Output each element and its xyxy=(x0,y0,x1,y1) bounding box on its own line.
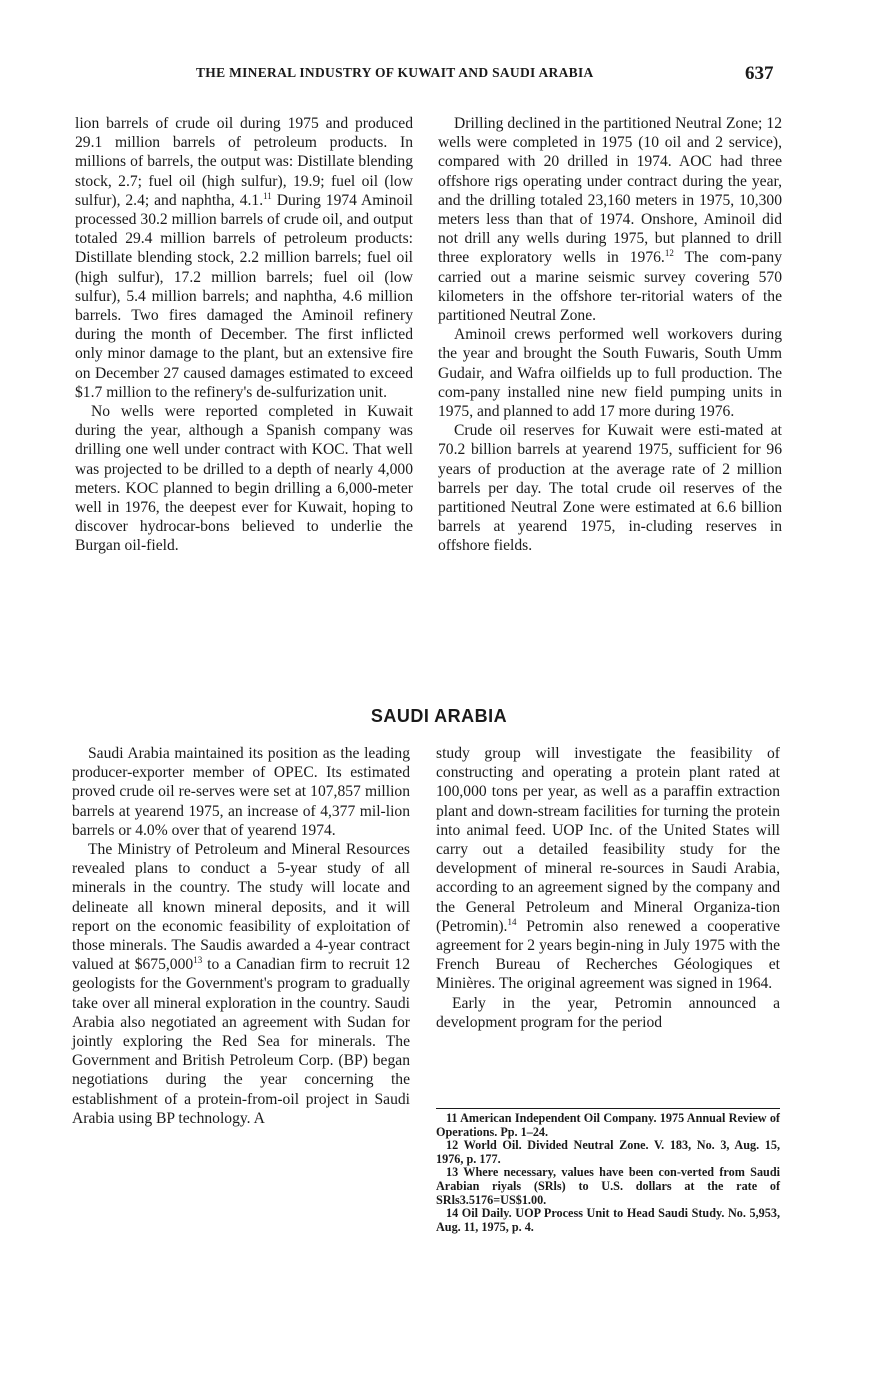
footnote-ref-14: 14 xyxy=(507,916,517,927)
paragraph-aminoil-workovers: Aminoil crews performed well workovers during the year and brought the South Fuwaris, South Umm Gudair, and Wafra oilfields up to full production. The com-pany installed nine new field pumping units in 1975, and planned to add 17 more during 1976. xyxy=(438,326,782,421)
footnote-11: 11 American Independent Oil Company. 1975 Annual Review of Operations. Pp. 1–24. xyxy=(436,1111,780,1139)
footnote-13: 13 Where necessary, values have been con-verted from Saudi Arabian riyals (SRls) to U.S. dollars at the rate of SRls3.5176=US$1.00. xyxy=(436,1165,780,1207)
page-number: 637 xyxy=(745,63,774,84)
paragraph-neutral-zone-drilling: Drilling declined in the partitioned Neutral Zone; 12 wells were completed in 1975 (10 oil and 2 service), compared with 20 drilled in 1974. AOC had three offshore rigs operating under contract during the year, and the drilling totaled 23,160 meters in 1975, 10,300 meters less than that of 1974. Onshore, Aminoil did not drill any wells during 1975, but planned to drill three exploratory wells in 1976.12 The com-pany carried out a marine seismic survey covering 570 kilometers in the offshore ter-ritorial waters of the partitioned Neutral Zone. xyxy=(438,115,782,325)
page-header xyxy=(0,63,878,89)
paragraph-kuwait-wells: No wells were reported completed in Kuwait during the year, although a Spanish company was drilling one well under contract with KOC. That well was projected to be drilled to a depth of nearly 4,000 meters. KOC planned to begin drilling a 6,000-meter well in 1976, the deepest ever for Kuwait, hoping to discover hydrocar-bons believed to underlie the Burgan oil-field. xyxy=(75,403,413,555)
paragraph-protein-plant: study group will investigate the feasibility of constructing and operating a protein plant rated at 100,000 tons per year, as well as a paraffin extraction plant and down-stream facilities for turning the protein into animal feed. UOP Inc. of the United States will carry out a detailed feasibility study for the development of mineral re-sources in Saudi Arabia, according to an agreement signed by the company and the General Petroleum and Mineral Organiza-tion (Petromin).$^{14}$ Petromin also renewed a cooperative agreement for 2 years begin-ning in July 1975 with the French Bureau of Recherches Géologiques et Minières. The original agreement was signed in 1964. xyxy=(436,745,780,993)
footnote-ref-12: 12 xyxy=(664,248,674,259)
paragraph-petromin-program: Early in the year, Petromin announced a development program for the period xyxy=(436,994,780,1031)
saudi-column-right xyxy=(436,744,780,1032)
footnotes xyxy=(436,1108,780,1234)
footnote-12: 12 World Oil. Divided Neutral Zone. V. 183, No. 3, Aug. 15, 1976, p. 177. xyxy=(436,1138,780,1166)
saudi-column-left xyxy=(72,744,410,1128)
footnote-14: 14 Oil Daily. UOP Process Unit to Head Saudi Study. No. 5,953, Aug. 11, 1975, p. 4. xyxy=(436,1206,780,1234)
paragraph-kuwait-reserves: Crude oil reserves for Kuwait were esti-mated at 70.2 billion barrels at yearend 1975, sufficient for 96 years of production at the average rate of 2 million barrels per day. The total crude oil reserves of the partitioned Neutral Zone were estimated at 6.6 billion barrels at yearend 1975, in-cluding reserves in offshore fields. xyxy=(438,422,782,555)
paragraph-saudi-opec: Saudi Arabia maintained its position as the leading producer-exporter member of OPEC. Its estimated proved crude oil re-serves were set at 107,857 million barrels at yearend 1975, an increase of 4,377 mil-lion barrels or 4.0% over that of yearend 1974. xyxy=(72,745,410,839)
paragraph-ministry-study: The Ministry of Petroleum and Mineral Resources revealed plans to conduct a 5-year study of all minerals in the country. The study will locate and delineate all known mineral deposits, and it will report on the economic feasibility of exploitation of those minerals. The Saudis awarded a 4-year contract valued at $675,000$^{13}$ to a Canadian firm to recruit 12 geologists for the Government's program to gradually take over all mineral exploration in the country. Saudi Arabia also negotiated an agreement with Sudan for jointly exploring the Red Sea for minerals. The Government and British Petroleum Corp. (BP) began negotiations during the year concerning the establishment of a protein-from-oil project in Saudi Arabia using BP technology. A xyxy=(72,841,410,1127)
footnote-ref-11: 11 xyxy=(263,190,272,201)
running-title: THE MINERAL INDUSTRY OF KUWAIT AND SAUDI ARABIA xyxy=(196,65,594,80)
kuwait-column-left xyxy=(75,114,413,556)
footnote-ref-13: 13 xyxy=(193,955,203,966)
paragraph-aminoil-refinery: lion barrels of crude oil during 1975 and produced 29.1 million barrels of petroleum products. In millions of barrels, the output was: Distillate blending stock, 2.7; fuel oil (high sulfur), 19.9; fuel oil (low sulfur), 2.4; and naphtha, 4.1.11 During 1974 Aminoil processed 30.2 million barrels of crude oil, and output totaled 29.4 million barrels of petroleum products: Distillate blending stock, 2.2 million barrels; fuel oil (high sulfur), 17.2 million barrels; fuel oil (low sulfur), 5.4 million barrels; and naphtha, 4.6 million barrels. Two fires damaged the Aminoil refinery during the month of December. The first inflicted only minor damage to the plant, but an extensive fire on December 27 caused damages estimated to exceed $1.7 million to the refinery's de-sulfurization unit. xyxy=(75,115,413,401)
section-heading-saudi-arabia: SAUDI ARABIA xyxy=(370,706,508,726)
kuwait-column-right xyxy=(438,114,782,556)
